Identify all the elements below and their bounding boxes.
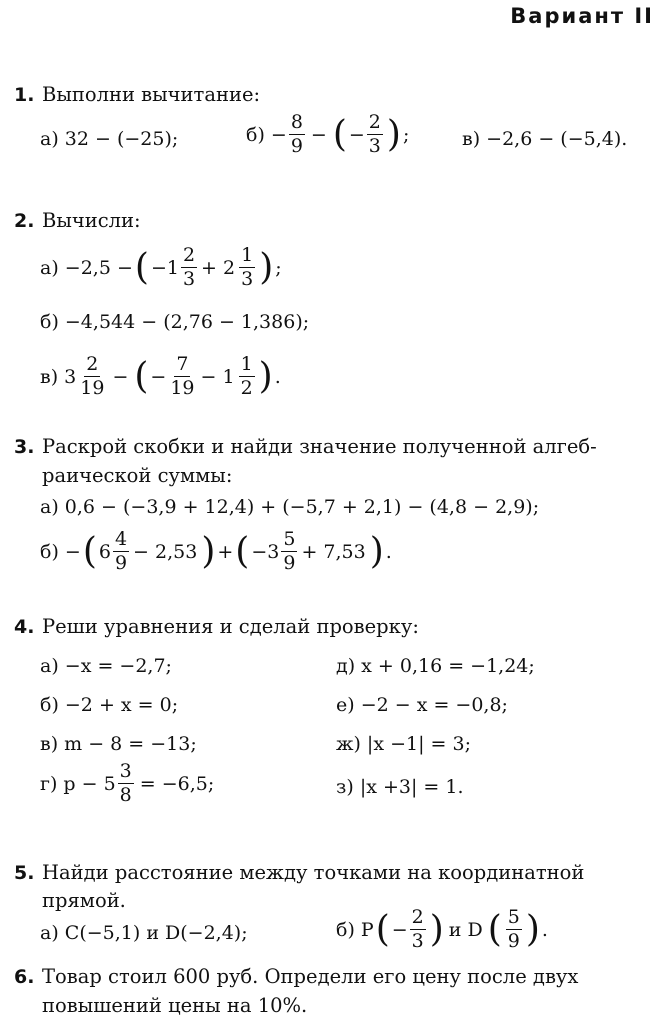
task-3b-fraction-2: $\frac{5}{9}$ xyxy=(283,528,296,574)
task-4-number: 4. xyxy=(14,616,35,638)
task-3-title-line-2: раической суммы: xyxy=(42,464,233,487)
task-2c-fraction-3: $\frac{1}{2}$ xyxy=(240,353,253,399)
task-4-item-c: в) m − 8 = −13; xyxy=(40,733,197,755)
task-2-title: Вычисли: xyxy=(42,209,141,232)
task-4-item-f: е) −2 − x = −0,8; xyxy=(336,694,508,716)
task-6-title-line-1: Товар стоил 600 руб. Определи его цену после двух xyxy=(42,965,579,988)
task-4-item-a: а) −x = −2,7; xyxy=(40,655,172,677)
task-1-item-c: в) −2,6 − (−5,4). xyxy=(462,128,628,150)
task-5-title-line-1: Найди расстояние между точками на координатной xyxy=(42,861,585,884)
task-2a-fraction-2: $\frac{1}{3}$ xyxy=(241,244,254,290)
task-4-item-g: ж) |x −1| = 3; xyxy=(336,733,471,755)
task-2-number: 2. xyxy=(14,210,35,232)
task-1-number: 1. xyxy=(14,84,35,106)
task-1-item-b: б) − $\frac{8}{9}$ − ( − $\frac{2}{3}$ ) ; xyxy=(246,111,410,157)
task-2a-fraction-1: $\frac{2}{3}$ xyxy=(182,244,196,290)
task-2c-fraction-1: $\frac{2}{19}$ xyxy=(80,353,105,399)
variant-heading: Вариант II xyxy=(510,4,654,28)
task-4-item-h: з) |x +3| = 1. xyxy=(336,776,464,798)
task-1-title: Выполни вычитание: xyxy=(42,83,261,106)
task-4d-fraction: $\frac{3}{8}$ xyxy=(119,760,132,806)
task-3-title-line-1: Раскрой скобки и найди значение полученной алгеб- xyxy=(42,435,597,458)
task-1b-fraction-2: $\frac{2}{3}$ xyxy=(368,111,381,157)
task-5b-fraction-2: $\frac{5}{9}$ xyxy=(507,906,520,952)
task-5-number: 5. xyxy=(14,862,35,884)
task-4-item-e: д) x + 0,16 = −1,24; xyxy=(336,655,535,677)
task-5-item-b: б) P ( − $\frac{2}{3}$ ) и D ( $\frac{5}{9}$ ) . xyxy=(336,906,548,952)
task-1b-fraction-1: $\frac{8}{9}$ xyxy=(290,111,303,157)
task-1b-label: б) − xyxy=(246,123,287,146)
task-3-item-b: б) − ( 6 $\frac{4}{9}$ − 2,53 ) + ( −3 $\frac{5}{9}$ + 7,53 ) . xyxy=(40,528,392,574)
task-3-number: 3. xyxy=(14,436,35,458)
task-2c-fraction-2: $\frac{7}{19}$ xyxy=(170,353,195,399)
task-4-item-b: б) −2 + x = 0; xyxy=(40,694,179,716)
task-3-item-a: а) 0,6 − (−3,9 + 12,4) + (−5,7 + 2,1) − (4,8 − 2,9); xyxy=(40,496,540,518)
task-2-item-b: б) −4,544 − (2,76 − 1,386); xyxy=(40,311,310,333)
task-5-title-line-2: прямой. xyxy=(42,889,126,912)
task-5-item-a: а) C(−5,1) и D(−2,4); xyxy=(40,922,248,944)
task-6-title-line-2: повышений цены на 10%. xyxy=(42,994,308,1017)
task-6-number: 6. xyxy=(14,966,35,988)
task-2-item-a: а) −2,5 − ( −1 $\frac{2}{3}$ + 2 $\frac{1}{3}$ ) ; xyxy=(40,244,282,290)
task-5b-fraction-1: $\frac{2}{3}$ xyxy=(411,906,424,952)
task-1-item-a: а) 32 − (−25); xyxy=(40,128,179,150)
task-2-item-c: в) 3 $\frac{2}{19}$ − ( − $\frac{7}{19}$ − 1 $\frac{1}{2}$ ) . xyxy=(40,353,281,399)
task-4-title: Реши уравнения и сделай проверку: xyxy=(42,615,419,638)
task-4-item-d: г) p − 5 $\frac{3}{8}$ = −6,5; xyxy=(40,760,215,806)
task-3b-fraction-1: $\frac{4}{9}$ xyxy=(114,528,128,574)
